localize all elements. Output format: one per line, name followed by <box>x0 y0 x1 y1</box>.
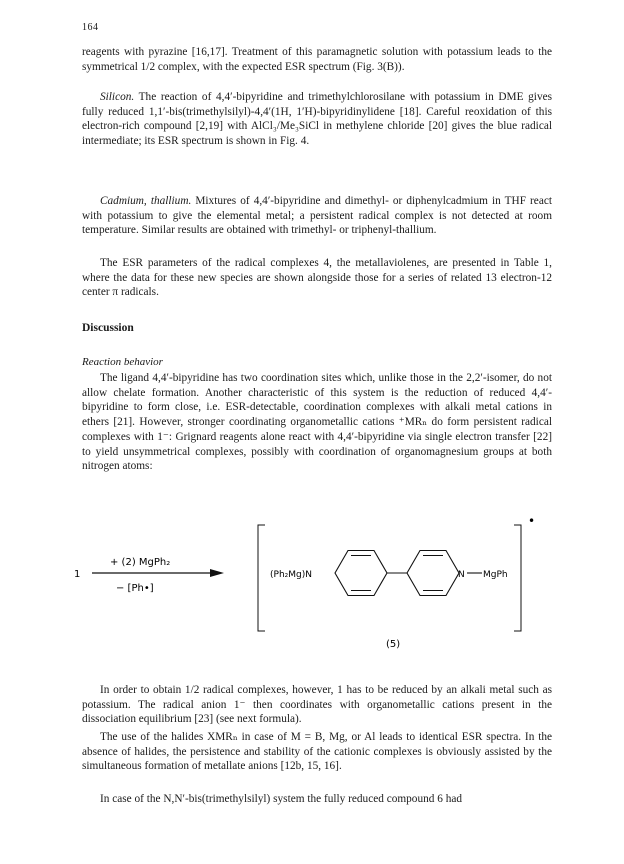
silicon-label: Silicon. <box>100 91 135 103</box>
reaction-arrowhead <box>210 569 224 577</box>
paragraph-silicon <box>82 90 552 149</box>
paragraph-esr-parameters <box>82 256 552 300</box>
bracket-right <box>514 525 521 631</box>
reagent-bottom: − [Ph•] <box>116 583 154 594</box>
paragraph-text: The ESR parameters of the radical complexes 4, the metallaviolenes, are presented in Table 1, where the data for these new species are shown alongside those for a series of related 13 electron-12 center π radicals. <box>82 257 552 299</box>
paragraph-pyrazine <box>82 45 552 74</box>
pyridine-ring-right <box>407 551 459 596</box>
paragraph-radical-complexes <box>82 683 552 727</box>
right-substituent: MgPh <box>483 570 508 580</box>
bracket-left <box>258 525 265 631</box>
right-nitrogen: N <box>458 570 465 580</box>
paragraph-reaction-behavior <box>82 371 552 474</box>
section-heading-discussion: Discussion <box>82 322 134 334</box>
cadmium-label: Cadmium, thallium. <box>100 195 192 207</box>
reaction-scheme <box>62 503 536 653</box>
radical-dot: • <box>528 514 536 528</box>
paragraph-cadmium <box>82 194 552 238</box>
pyridine-ring-left <box>335 551 387 596</box>
paragraph-bis-trimethylsilyl <box>82 792 552 807</box>
paragraph-text: The ligand 4,4′-bipyridine has two coordination sites which, unlike those in the 2,2′-isomer, do not allow chelate formation. Another characteristic of this system is the reduction of reduced 4,4′-bipyridine to form close, i.e. ESR-detectable, coordination complexes with alkali metal cations in ethers [21]. However, stronger coordinating organometallic cations ⁺MRₙ do form persistent radical complexes with 1⁻: Grignard reagents alone react with 4,4′-bipyridine via single electron transfer [22] to yield unsymmetrical complexes, possibly with coordination of organomagnesium groups at both nitrogen atoms: <box>82 372 552 473</box>
compound-label: (5) <box>386 639 401 650</box>
reaction-scheme-drawing <box>62 503 536 653</box>
paragraph-text: In order to obtain 1/2 radical complexes, however, 1 has to be reduced by an alkali metal such as potassium. The radical anion 1⁻ then coordinates with organometallic cations present in the dissociation equilibrium [23] (see next formula). <box>82 684 552 726</box>
cadmium-text: Mixtures of 4,4′-bipyridine and dimethyl- or diphenylcadmium in THF react with potassium to give the elemental metal; a persistent radical complex is not detected at room temperature. Similar results are obtained with trimethyl- or triphenyl-thallium. <box>82 195 552 237</box>
silicon-text: The reaction of 4,4′-bipyridine and trimethylchlorosilane with potassium in DME gives fully reduced 1,1′-bis(trimethylsilyl)-4,4′(1H, 1′H)-bipyridinylidene [18]. Careful reoxidation of this electron-rich compound [2,19] with AlCl₃/Me₃SiCl in methylene chloride [20] gives the blue radical intermediate; its ESR spectrum is shown in Fig. 4. <box>82 91 552 148</box>
paragraph-text: reagents with pyrazine [16,17]. Treatment of this paramagnetic solution with potassium leads to the symmetrical 1/2 complex, with the expected ESR spectrum (Fig. 3(B)). <box>82 46 552 73</box>
paragraph-text: In case of the N,N′-bis(trimethylsilyl) system the fully reduced compound 6 had <box>100 793 463 805</box>
paragraph-text: The use of the halides XMRₙ in case of M = B, Mg, or Al leads to identical ESR spectra. In the absence of halides, the persistence and stability of the cationic complexes is obviously assisted by the simultaneous formation of metallate anions [12b, 15, 16]. <box>82 731 552 773</box>
subsection-heading-reaction-behavior: Reaction behavior <box>82 356 163 368</box>
reactant-number: 1 <box>74 569 81 580</box>
page-number: 164 <box>82 22 99 33</box>
reagent-top: + (2) MgPh₂ <box>110 557 171 568</box>
paragraph-halides <box>82 730 552 774</box>
left-substituent: (Ph₂Mg)N <box>270 570 312 580</box>
